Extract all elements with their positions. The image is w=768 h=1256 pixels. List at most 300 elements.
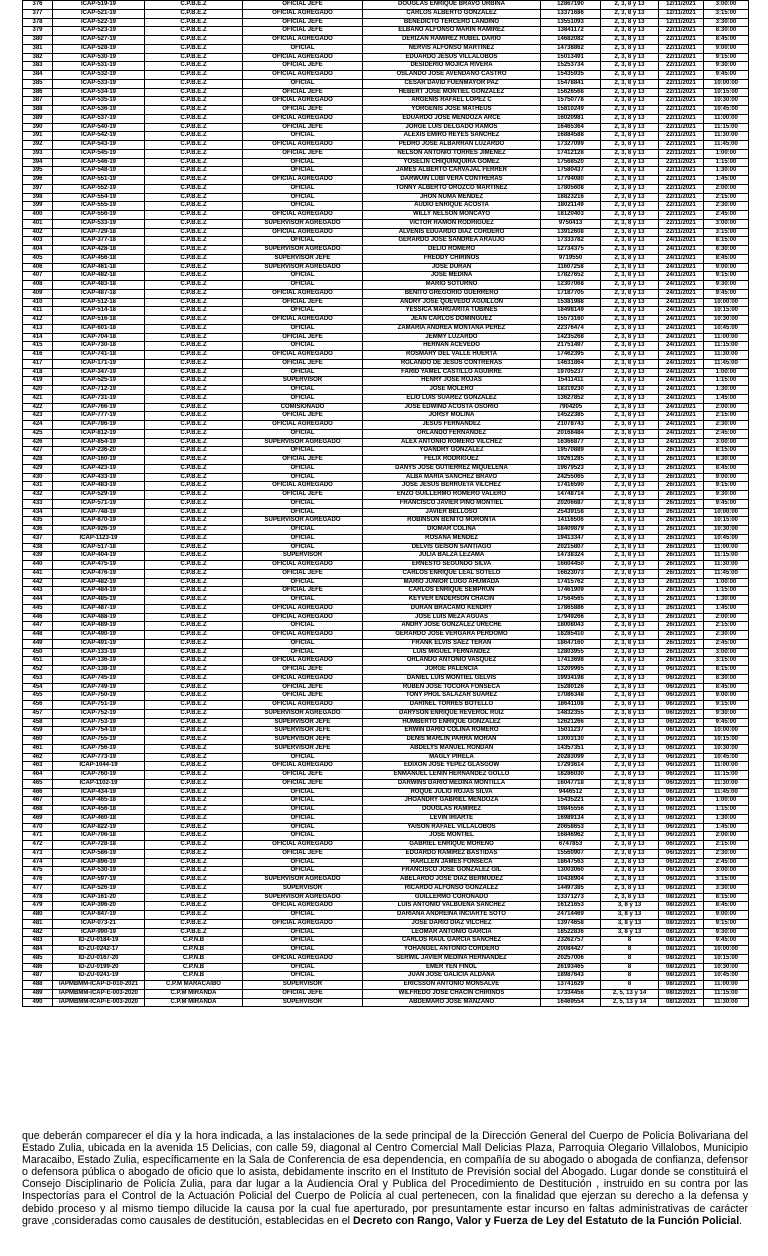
hearing-time: 11:15:00 <box>704 123 749 132</box>
hearing-date: 26/11/2021 <box>659 604 704 613</box>
rank: OFICIAL JEFE <box>243 491 363 500</box>
id-number: 15011237 <box>541 727 601 736</box>
row-number: 401 <box>23 219 53 228</box>
hearing-time: 3:00:00 <box>704 1 749 10</box>
row-number: 433 <box>23 499 53 508</box>
hearing-date: 24/11/2021 <box>659 289 704 298</box>
row-number: 455 <box>23 692 53 701</box>
table-row <box>23 359 749 368</box>
row-number: 482 <box>23 928 53 937</box>
id-number: 15253734 <box>541 62 601 71</box>
id-number: 16623073 <box>541 569 601 578</box>
agency: C.P.B.E.Z <box>145 429 243 438</box>
hearing-time: 10:00:00 <box>704 508 749 517</box>
agency: C.P.B.E.Z <box>145 289 243 298</box>
id-number: 13209965 <box>541 666 601 675</box>
hearing-time: 2:15:00 <box>704 841 749 850</box>
table-row <box>23 508 749 517</box>
articles: 2, 3, 8 y 13 <box>601 867 659 876</box>
hearing-date: 26/11/2021 <box>659 587 704 596</box>
person-name: SERWIL JAVIER MEDINA HERNANDEZ <box>363 954 541 963</box>
table-row <box>23 683 749 692</box>
hearing-time: 11:15:00 <box>704 342 749 351</box>
table-row <box>23 464 749 473</box>
row-number: 381 <box>23 44 53 53</box>
person-name: ROBINSON BENITO MORONTA <box>363 517 541 526</box>
case-code: ICAP-465-18 <box>53 797 145 806</box>
case-code: ICAP-487-18 <box>53 289 145 298</box>
hearing-time: 3:30:00 <box>704 18 749 27</box>
rank: OFICIAL <box>243 184 363 193</box>
table-row <box>23 149 749 158</box>
case-code: ICAP-1044-19 <box>53 762 145 771</box>
articles: 2, 3, 8 y 13 <box>601 762 659 771</box>
row-number: 404 <box>23 246 53 255</box>
articles: 2, 3, 8 y 13 <box>601 771 659 780</box>
rank: OFICIAL AGREGADO <box>243 114 363 123</box>
id-number: 17949266 <box>541 613 601 622</box>
agency: C.P.B.E.Z <box>145 534 243 543</box>
agency: C.P.B.E.Z <box>145 114 243 123</box>
hearing-date: 22/11/2021 <box>659 158 704 167</box>
hearing-date: 24/11/2021 <box>659 237 704 246</box>
hearing-time: 2:45:00 <box>704 429 749 438</box>
hearing-date: 26/11/2021 <box>659 657 704 666</box>
agency: C.P.B.E.Z <box>145 184 243 193</box>
rank: OFICIAL <box>243 832 363 841</box>
hearing-date: 24/11/2021 <box>659 403 704 412</box>
row-number: 460 <box>23 736 53 745</box>
agency: C.P.B.E.Z <box>145 762 243 771</box>
row-number: 481 <box>23 919 53 928</box>
rank: OFICIAL <box>243 648 363 657</box>
hearing-date: 22/11/2021 <box>659 167 704 176</box>
table-row <box>23 788 749 797</box>
articles: 2, 3, 8 y 13 <box>601 543 659 552</box>
hearing-time: 9:30:00 <box>704 491 749 500</box>
hearing-time: 11:45:00 <box>704 788 749 797</box>
hearing-time: 2:00:00 <box>704 403 749 412</box>
case-code: ICAP-484-19 <box>53 587 145 596</box>
rank: OFICIAL <box>243 753 363 762</box>
rank: OFICIAL AGREGADO <box>243 9 363 18</box>
hearing-time: 10:15:00 <box>704 954 749 963</box>
agency: C.P.B.E.Z <box>145 517 243 526</box>
id-number: 17416590 <box>541 482 601 491</box>
case-code: ICAP-133-19 <box>53 648 145 657</box>
case-code: ICAP-896-19 <box>53 858 145 867</box>
case-code: ICAP-482-19 <box>53 578 145 587</box>
hearing-time: 10:15:00 <box>704 736 749 745</box>
articles: 3, 8 y 13 <box>601 919 659 928</box>
row-number: 488 <box>23 981 53 990</box>
case-code: ICAP-854-19 <box>53 438 145 447</box>
table-row <box>23 526 749 535</box>
person-name: JOSE LUIS MEZA AGUAS <box>363 613 541 622</box>
agency: C.P.B.E.Z <box>145 849 243 858</box>
hearing-time: 9:30:00 <box>704 281 749 290</box>
table-row <box>23 902 749 911</box>
row-number: 470 <box>23 823 53 832</box>
rank: SUPERVISOR AGREGADO <box>243 263 363 272</box>
hearing-time: 8:15:00 <box>704 447 749 456</box>
rank: OFICIAL JEFE <box>243 666 363 675</box>
rank: OFICIAL JEFE <box>243 62 363 71</box>
rank: SUPERVISOR AGREGADO <box>243 876 363 885</box>
case-code: ICAP-485-19 <box>53 596 145 605</box>
person-name: TONNY ALBERTO OROZCO MARTINEZ <box>363 184 541 193</box>
table-row <box>23 438 749 447</box>
rank: OFICIAL <box>243 473 363 482</box>
id-number: 14497385 <box>541 884 601 893</box>
case-code: ICAP-490-19 <box>53 631 145 640</box>
table-row <box>23 36 749 45</box>
table-row <box>23 919 749 928</box>
id-number: 14235268 <box>541 333 601 342</box>
hearing-time: 3:15:00 <box>704 228 749 237</box>
table-row <box>23 97 749 106</box>
hearing-time: 9:30:00 <box>704 709 749 718</box>
hearing-time: 8:15:00 <box>704 893 749 902</box>
case-code: ICAP-529-19 <box>53 491 145 500</box>
table-row <box>23 639 749 648</box>
agency: C.P.B.E.Z <box>145 324 243 333</box>
table-row <box>23 62 749 71</box>
row-number: 473 <box>23 849 53 858</box>
rank: OFICIAL JEFE <box>243 18 363 27</box>
hearing-date: 12/11/2021 <box>659 9 704 18</box>
hearing-date: 22/11/2021 <box>659 184 704 193</box>
person-name: DENIS MARLIN PARRA MORAN <box>363 736 541 745</box>
agency: C.P.M MARACAIBO <box>145 981 243 990</box>
table-row <box>23 736 749 745</box>
hearing-date: 06/12/2021 <box>659 762 704 771</box>
id-number: 13371273 <box>541 893 601 902</box>
articles: 2, 3, 8 y 13 <box>601 167 659 176</box>
hearing-time: 8:15:00 <box>704 666 749 675</box>
agency: C.P.B.E.Z <box>145 193 243 202</box>
hearing-time: 2:30:00 <box>704 202 749 211</box>
agency: C.P.B.E.Z <box>145 779 243 788</box>
articles: 2, 3, 8 y 13 <box>601 447 659 456</box>
case-code: ICAP-926-19 <box>53 526 145 535</box>
person-name: MARIO JUNIOR LUGO AHUMADA <box>363 578 541 587</box>
table-row <box>23 473 749 482</box>
articles: 2, 3, 8 y 13 <box>601 333 659 342</box>
agency: C.P.B.E.Z <box>145 552 243 561</box>
person-name: DARWUIN LUBI VERA CONTRERAS <box>363 176 541 185</box>
table-row <box>23 972 749 981</box>
id-number: 18120403 <box>541 211 601 220</box>
agency: C.P.B.E.Z <box>145 132 243 141</box>
case-code: ICAP-433-19 <box>53 473 145 482</box>
case-code: ICAP-396-20 <box>53 902 145 911</box>
rank: OFICIAL <box>243 972 363 981</box>
table-row <box>23 876 749 885</box>
articles: 2, 3, 8 y 13 <box>601 604 659 613</box>
id-number: 18647160 <box>541 639 601 648</box>
hearing-date: 26/11/2021 <box>659 631 704 640</box>
row-number: 412 <box>23 316 53 325</box>
row-number: 402 <box>23 228 53 237</box>
case-code: ICAP-748-19 <box>53 508 145 517</box>
agency: C.P.B.E.Z <box>145 526 243 535</box>
hearing-time: 10:00:00 <box>704 79 749 88</box>
agency: C.P.N.B <box>145 946 243 955</box>
person-name: DOUGLAS ENRIQUE BRAVO URBINA <box>363 1 541 10</box>
articles: 2, 3, 8 y 13 <box>601 578 659 587</box>
table-row <box>23 333 749 342</box>
agency: C.P.B.E.Z <box>145 368 243 377</box>
row-number: 385 <box>23 79 53 88</box>
id-number: 16366877 <box>541 438 601 447</box>
hearing-time: 11:00:00 <box>704 762 749 771</box>
rank: OFICIAL <box>243 622 363 631</box>
hearing-date: 26/11/2021 <box>659 622 704 631</box>
hearing-time: 9:15:00 <box>704 272 749 281</box>
hearing-time: 9:45:00 <box>704 289 749 298</box>
rank: OFICIAL <box>243 193 363 202</box>
id-number: 16121653 <box>541 902 601 911</box>
person-name: FRANCISCO JOSE GONZALEZ GIL <box>363 867 541 876</box>
id-number: 18522836 <box>541 928 601 937</box>
id-number: 18409879 <box>541 526 601 535</box>
id-number: 12734375 <box>541 246 601 255</box>
agency: C.P.B.E.Z <box>145 543 243 552</box>
person-name: FARID YAMEL CASTILLO AGUIRRE <box>363 368 541 377</box>
case-code: ICAP-138-19 <box>53 666 145 675</box>
rank: OFICIAL <box>243 543 363 552</box>
person-name: OSLANDO JOSE AVENDAÑO CASTRO <box>363 71 541 80</box>
row-number: 397 <box>23 184 53 193</box>
person-name: ELIO LUIS SUAREZ GONZALEZ <box>363 394 541 403</box>
case-code: ICAP-571-19 <box>53 499 145 508</box>
articles: 2, 3, 8 y 13 <box>601 421 659 430</box>
agency: C.P.B.E.Z <box>145 263 243 272</box>
agency: C.P.B.E.Z <box>145 648 243 657</box>
row-number: 382 <box>23 53 53 62</box>
rank: OFICIAL <box>243 394 363 403</box>
person-name: RUBEN JOSE TOCORA FONSECA <box>363 683 541 692</box>
agency: C.P.B.E.Z <box>145 482 243 491</box>
id-number: 20168484 <box>541 429 601 438</box>
case-code: ICAP-870-19 <box>53 517 145 526</box>
articles: 2, 3, 8 y 13 <box>601 184 659 193</box>
row-number: 443 <box>23 587 53 596</box>
articles: 2, 3, 8 y 13 <box>601 482 659 491</box>
rank: OFICIAL <box>243 429 363 438</box>
row-number: 414 <box>23 333 53 342</box>
case-code: ID-ZU-0242-17 <box>53 946 145 955</box>
articles: 2, 3, 8 y 13 <box>601 132 659 141</box>
rank: SUPERVISOR JEFE <box>243 744 363 753</box>
rank: OFICIAL <box>243 867 363 876</box>
person-name: DARYSON ENRIQUE REVEROL RUIZ <box>363 709 541 718</box>
case-code: ICAP-752-19 <box>53 709 145 718</box>
hearing-date: 24/11/2021 <box>659 316 704 325</box>
row-number: 451 <box>23 657 53 666</box>
hearing-date: 06/12/2021 <box>659 692 704 701</box>
hearing-date: 06/12/2021 <box>659 736 704 745</box>
agency: C.P.N.B <box>145 963 243 972</box>
articles: 2, 3, 8 y 13 <box>601 394 659 403</box>
person-name: JEMMY LUZARDO <box>363 333 541 342</box>
hearing-date: 08/12/2021 <box>659 972 704 981</box>
id-number: 18647563 <box>541 858 601 867</box>
articles: 2, 3, 8 y 13 <box>601 552 659 561</box>
agency: C.P.B.E.Z <box>145 333 243 342</box>
id-number: 17413698 <box>541 657 601 666</box>
rank: OFICIAL <box>243 806 363 815</box>
table-row <box>23 499 749 508</box>
case-code: ICAP-704-18 <box>53 333 145 342</box>
articles: 2, 3, 8 y 13 <box>601 744 659 753</box>
hearing-time: 9:15:00 <box>704 701 749 710</box>
articles: 2, 3, 8 y 13 <box>601 814 659 823</box>
row-number: 389 <box>23 114 53 123</box>
rank: OFICIAL JEFE <box>243 412 363 421</box>
row-number: 453 <box>23 674 53 683</box>
table-row <box>23 211 749 220</box>
id-number: 13912608 <box>541 228 601 237</box>
rank: OFICIAL AGREGADO <box>243 701 363 710</box>
person-name: CESAR DAVID FUENMAYOR PAZ <box>363 79 541 88</box>
hearing-date: 06/12/2021 <box>659 884 704 893</box>
hearing-date: 22/11/2021 <box>659 62 704 71</box>
table-row <box>23 44 749 53</box>
person-name: KEYVER ENDERSON CHACIN <box>363 596 541 605</box>
agency: C.P.B.E.Z <box>145 718 243 727</box>
row-number: 452 <box>23 666 53 675</box>
person-name: HARLLEN JAMES FONSECA <box>363 858 541 867</box>
person-name: CARLOS ENRIQUE SEMPRUN <box>363 587 541 596</box>
person-name: ROQUE JULIO ROJAS SILVA <box>363 788 541 797</box>
agency: C.P.B.E.Z <box>145 246 243 255</box>
agency: C.P.B.E.Z <box>145 62 243 71</box>
hearing-date: 22/11/2021 <box>659 114 704 123</box>
articles: 2, 3, 8 y 13 <box>601 27 659 36</box>
agency: C.P.B.E.Z <box>145 464 243 473</box>
id-number: 19845556 <box>541 806 601 815</box>
hearing-date: 26/11/2021 <box>659 482 704 491</box>
agency: C.P.B.E.Z <box>145 508 243 517</box>
hearing-time: 1:30:00 <box>704 386 749 395</box>
articles: 2, 3, 8 y 13 <box>601 499 659 508</box>
person-name: JOSE DARIO DIAZ VILCHEZ <box>363 919 541 928</box>
rank: OFICIAL AGREGADO <box>243 482 363 491</box>
id-number: 17580437 <box>541 167 601 176</box>
articles: 2, 3, 8 y 13 <box>601 429 659 438</box>
case-code: ICAP-530-19 <box>53 53 145 62</box>
hearing-time: 9:15:00 <box>704 53 749 62</box>
table-row <box>23 386 749 395</box>
row-number: 408 <box>23 281 53 290</box>
rank: OFICIAL JEFE <box>243 456 363 465</box>
person-name: VICTOR RAMON RODRIGUEZ <box>363 219 541 228</box>
id-number: 24714469 <box>541 911 601 920</box>
hearing-date: 22/11/2021 <box>659 36 704 45</box>
hearing-time: 10:30:00 <box>704 744 749 753</box>
id-number: 9719550 <box>541 254 601 263</box>
rank: OFICIAL <box>243 79 363 88</box>
row-number: 388 <box>23 106 53 115</box>
hearing-time: 11:15:00 <box>704 989 749 998</box>
hearing-time: 2:00:00 <box>704 832 749 841</box>
case-code: ICAP-171-19 <box>53 359 145 368</box>
table-row <box>23 368 749 377</box>
case-code: ICAP-161-20 <box>53 893 145 902</box>
agency: C.P.B.E.Z <box>145 27 243 36</box>
hearing-time: 1:45:00 <box>704 604 749 613</box>
id-number: 14357351 <box>541 744 601 753</box>
table-row <box>23 447 749 456</box>
table-row <box>23 394 749 403</box>
person-name: FRANCISCO JAVIER PINO MONTIEL <box>363 499 541 508</box>
rank: OFICIAL <box>243 534 363 543</box>
person-name: LUIS MIGUEL FERNANDEZ <box>363 648 541 657</box>
hearing-time: 1:45:00 <box>704 823 749 832</box>
hearing-time: 9:00:00 <box>704 911 749 920</box>
table-row <box>23 814 749 823</box>
hearing-time: 2:00:00 <box>704 613 749 622</box>
hearing-date: 24/11/2021 <box>659 394 704 403</box>
case-code: ICAP-531-19 <box>53 62 145 71</box>
person-name: YOHANGEL ANTONIO CORDERO <box>363 946 541 955</box>
table-row <box>23 727 749 736</box>
person-name: JEAN CARLOS DOMINGUEZ <box>363 316 541 325</box>
case-code: ICAP-533-19 <box>53 219 145 228</box>
articles: 2, 3, 8 y 13 <box>601 36 659 45</box>
id-number: 16884588 <box>541 132 601 141</box>
person-name: GUILLERMO CORONADO <box>363 893 541 902</box>
table-row <box>23 954 749 963</box>
articles: 2, 3, 8 y 13 <box>601 9 659 18</box>
agency: C.P.B.E.Z <box>145 44 243 53</box>
table-row <box>23 884 749 893</box>
table-row <box>23 123 749 132</box>
person-name: ROSANA MENDEZ <box>363 534 541 543</box>
hearing-time: 11:30:00 <box>704 561 749 570</box>
case-code: ICAP-750-19 <box>53 692 145 701</box>
row-number: 420 <box>23 386 53 395</box>
hearing-date: 22/11/2021 <box>659 123 704 132</box>
table-row <box>23 228 749 237</box>
case-code: ICAP-460-18 <box>53 814 145 823</box>
articles: 8 <box>601 972 659 981</box>
hearing-time: 11:15:00 <box>704 552 749 561</box>
table-row <box>23 832 749 841</box>
row-number: 396 <box>23 176 53 185</box>
id-number: 17827652 <box>541 272 601 281</box>
table-row <box>23 237 749 246</box>
hearing-time: 11:15:00 <box>704 771 749 780</box>
id-number: 17086348 <box>541 692 601 701</box>
id-number: 15280126 <box>541 683 601 692</box>
articles: 2, 3, 8 y 13 <box>601 281 659 290</box>
row-number: 468 <box>23 806 53 815</box>
case-code: ICAP-730-18 <box>53 342 145 351</box>
case-code: IAPMBMM-ICAP-D-010-2021 <box>53 981 145 990</box>
rank: OFICIAL AGREGADO <box>243 613 363 622</box>
hearing-time: 9:15:00 <box>704 482 749 491</box>
rank: OFICIAL JEFE <box>243 569 363 578</box>
case-code: ICAP-236-20 <box>53 447 145 456</box>
articles: 2, 3, 8 y 13 <box>601 219 659 228</box>
case-code: ICAP-491-19 <box>53 639 145 648</box>
agency: C.P.B.E.Z <box>145 394 243 403</box>
case-code: ICAP-525-19 <box>53 377 145 386</box>
hearing-date: 22/11/2021 <box>659 88 704 97</box>
